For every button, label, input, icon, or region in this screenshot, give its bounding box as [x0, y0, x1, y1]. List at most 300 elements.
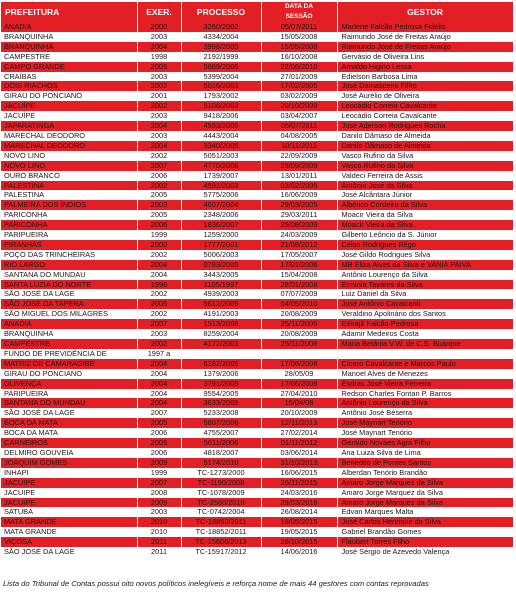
- cell-processo: 5051/2003: [181, 151, 261, 161]
- cell-exercicio: 1997 a: [137, 349, 181, 359]
- cell-processo: 4607/2004: [181, 200, 261, 210]
- table-row: [1, 22, 513, 32]
- cell-processo: 4591/2003: [181, 181, 261, 191]
- cell-data-sessao: 05/07/2011: [261, 22, 337, 32]
- table-row: [1, 448, 513, 458]
- table-row: [1, 42, 513, 52]
- cell-gestor: Benedito de Pontes Santos: [337, 458, 513, 468]
- cell-data-sessao: 15/05/2008: [261, 32, 337, 42]
- cell-gestor: Arnaldo Higino Lessa: [337, 62, 513, 72]
- cell-exercicio: 2004: [137, 141, 181, 151]
- cell-exercicio: 2007: [137, 478, 181, 488]
- cell-gestor: Esdras José Vieira Ferreira: [337, 379, 513, 389]
- cell-prefeitura: VIÇOSA: [1, 537, 137, 547]
- cell-gestor: Erminia Tavares da Silva: [337, 280, 513, 290]
- table-row: [1, 270, 513, 280]
- cell-gestor: Raimundo José de Freitas Araújo: [337, 32, 513, 42]
- cell-data-sessao: 24/03/2016: [261, 488, 337, 498]
- cell-gestor: Amaro Jorge Marquez da Silva: [337, 498, 513, 508]
- table-row: [1, 151, 513, 161]
- table-row: [1, 517, 513, 527]
- cell-prefeitura: MATA GRANDE: [1, 517, 137, 527]
- cell-processo: 4939/2003: [181, 289, 261, 299]
- table-row: [1, 537, 513, 547]
- cell-exercicio: 2000: [137, 22, 181, 32]
- cell-prefeitura: MATA GRANDE: [1, 527, 137, 537]
- cell-prefeitura: CRAÍBAS: [1, 72, 137, 82]
- cell-processo: 5174/2010: [181, 458, 261, 468]
- cell-processo: 5607/2006: [181, 418, 261, 428]
- table-header-row: [1, 2, 513, 22]
- cell-data-sessao: 31/10/2013: [261, 458, 337, 468]
- cell-gestor: Amaro Jorge Marquez da Silva: [337, 488, 513, 498]
- cell-exercicio: 2004: [137, 260, 181, 270]
- table-row: [1, 250, 513, 260]
- table-body: [1, 22, 513, 557]
- inelegiveis-table: [1, 2, 514, 557]
- cell-data-sessao: 03/02/2009: [261, 91, 337, 101]
- cell-exercicio: 2006: [137, 171, 181, 181]
- cell-data-sessao: 27/04/2010: [261, 389, 337, 399]
- cell-processo: 1777/2001: [181, 240, 261, 250]
- cell-prefeitura: PALMEIRA DOS ÍNDIOS: [1, 200, 137, 210]
- cell-exercicio: 2004: [137, 270, 181, 280]
- cell-gestor: Antônio José Béserra: [337, 408, 513, 418]
- cell-processo: 1793/2002: [181, 91, 261, 101]
- cell-exercicio: 2003: [137, 32, 181, 42]
- cell-gestor: José Aurélio de Oliveira: [337, 91, 513, 101]
- cell-exercicio: 2003: [137, 507, 181, 517]
- cell-data-sessao: 21/08/2012: [261, 240, 337, 250]
- table-row: [1, 81, 513, 91]
- cell-gestor: José Sérgio de Azevedo Valença: [337, 547, 513, 557]
- cell-data-sessao: 26/08/2014: [261, 507, 337, 517]
- cell-prefeitura: CAMPESTRE: [1, 339, 137, 349]
- cell-gestor: Edielson Barbosa Lima: [337, 72, 513, 82]
- cell-processo: 2192/1999: [181, 52, 261, 62]
- cell-prefeitura: SANTA LUZIA DO NORTE: [1, 280, 137, 290]
- cell-prefeitura: JACUIPE: [1, 478, 137, 488]
- cell-processo: TC-15606/2013: [181, 537, 261, 547]
- cell-exercicio: 2001: [137, 91, 181, 101]
- cell-prefeitura: POÇO DAS TRINCHEIRAS: [1, 250, 137, 260]
- cell-data-sessao: 03/06/2014: [261, 448, 337, 458]
- cell-gestor: José Maynart Tenório: [337, 418, 513, 428]
- cell-exercicio: 2005: [137, 62, 181, 72]
- cell-gestor: [337, 349, 513, 359]
- cell-prefeitura: GIRAU DO PONCIANO: [1, 369, 137, 379]
- cell-exercicio: 2007: [137, 319, 181, 329]
- cell-exercicio: 2004: [137, 42, 181, 52]
- cell-gestor: Celso Rodrigues Rêgo: [337, 240, 513, 250]
- cell-data-sessao: 27/02/2014: [261, 428, 337, 438]
- cell-exercicio: 1996: [137, 280, 181, 290]
- table-row: [1, 62, 513, 72]
- cell-prefeitura: PALESTINA: [1, 181, 137, 191]
- cell-processo: 3340/2005: [181, 141, 261, 151]
- table-row: [1, 121, 513, 131]
- cell-gestor: José Maynart Tenório: [337, 428, 513, 438]
- table-row: [1, 309, 513, 319]
- cell-data-sessao: 17/06/2008: [261, 379, 337, 389]
- cell-prefeitura: OURO BRANCO: [1, 171, 137, 181]
- cell-data-sessao: 04/08/2005: [261, 131, 337, 141]
- table-row: [1, 299, 513, 309]
- cell-exercicio: 2005: [137, 210, 181, 220]
- cell-gestor: Moacir Vieira da Silva: [337, 210, 513, 220]
- cell-data-sessao: 20/10/2009: [261, 101, 337, 111]
- cell-data-sessao: 29/03/2005: [261, 200, 337, 210]
- cell-prefeitura: RIO LARGO: [1, 260, 137, 270]
- table-row: [1, 339, 513, 349]
- cell-gestor: Adamir Medeiros Costa: [337, 329, 513, 339]
- cell-data-sessao: 12/11/2013: [261, 418, 337, 428]
- cell-data-sessao: 28/01/2008: [261, 280, 337, 290]
- cell-exercicio: 2005: [137, 418, 181, 428]
- cell-gestor: Gervásio de Oliveira Lins: [337, 52, 513, 62]
- cell-gestor: MB Eliza Alves da Silva e VANIA PAIVA: [337, 260, 513, 270]
- table-row: [1, 210, 513, 220]
- cell-data-sessao: 25/11/2008: [261, 339, 337, 349]
- cell-data-sessao: 16/10/2008: [261, 52, 337, 62]
- cell-prefeitura: SÃO JOSÉ DA TAPERA: [1, 299, 137, 309]
- table-row: [1, 220, 513, 230]
- cell-prefeitura: SANTANA DO MUNDAU: [1, 270, 137, 280]
- cell-exercicio: 2010: [137, 517, 181, 527]
- cell-data-sessao: 15/04/2008: [261, 270, 337, 280]
- cell-exercicio: 1999: [137, 468, 181, 478]
- cell-processo: TC-2560/2010: [181, 498, 261, 508]
- cell-gestor: Alberdan Tenório Brandão: [337, 468, 513, 478]
- cell-exercicio: 2002: [137, 309, 181, 319]
- cell-prefeitura: INHAPI: [1, 468, 137, 478]
- cell-data-sessao: 15/04/08: [261, 398, 337, 408]
- table-row: [1, 359, 513, 369]
- table-row: [1, 161, 513, 171]
- cell-gestor: José Antônio Cavalcanti: [337, 299, 513, 309]
- cell-gestor: Edvan Marques Malta: [337, 507, 513, 517]
- cell-gestor: Antônio Lourenço da Silva: [337, 398, 513, 408]
- cell-exercicio: 2002: [137, 101, 181, 111]
- table-row: [1, 418, 513, 428]
- table-row: [1, 468, 513, 478]
- cell-exercicio: 2006: [137, 428, 181, 438]
- cell-exercicio: 2004: [137, 389, 181, 399]
- cell-data-sessao: 14/06/2016: [261, 547, 337, 557]
- table-row: [1, 280, 513, 290]
- table-row: [1, 389, 513, 399]
- cell-prefeitura: MARECHAL DEODORO: [1, 141, 137, 151]
- cell-prefeitura: PIRANHAS: [1, 240, 137, 250]
- cell-processo: 1259/2000: [181, 230, 261, 240]
- cell-data-sessao: 16/06/2015: [261, 468, 337, 478]
- cell-data-sessao: 20/10/2009: [261, 408, 337, 418]
- cell-exercicio: 2008: [137, 488, 181, 498]
- cell-processo: 3633/2005: [181, 398, 261, 408]
- cell-exercicio: 2004: [137, 121, 181, 131]
- cell-prefeitura: PALESTINA: [1, 190, 137, 200]
- cell-data-sessao: 27/01/2009: [261, 72, 337, 82]
- cell-prefeitura: SATUBA: [1, 507, 137, 517]
- table-row: [1, 289, 513, 299]
- cell-data-sessao: 19/05/2015: [261, 527, 337, 537]
- table-row: [1, 527, 513, 537]
- cell-data-sessao: 10/11/2011: [261, 141, 337, 151]
- cell-exercicio: 2010: [137, 527, 181, 537]
- cell-gestor: Cícero Cavalcante e Marcos Paulo: [337, 359, 513, 369]
- cell-processo: 5006/2003: [181, 250, 261, 260]
- table-row: [1, 488, 513, 498]
- table-row: [1, 438, 513, 448]
- cell-gestor: Luiz Daniel da Silva: [337, 289, 513, 299]
- cell-data-sessao: 05/07/2011: [261, 121, 337, 131]
- cell-prefeitura: BRANQUINHA: [1, 42, 137, 52]
- cell-processo: 5233/2008: [181, 408, 261, 418]
- table-row: [1, 171, 513, 181]
- cell-data-sessao: 25/08/2009: [261, 220, 337, 230]
- table-row: [1, 547, 513, 557]
- table-row: [1, 428, 513, 438]
- cell-gestor: Albérico Cordeiro da Silva: [337, 200, 513, 210]
- cell-gestor: Geraldo Novaes Agra Filho: [337, 438, 513, 448]
- cell-gestor: Vasco Rufino da Silva: [337, 151, 513, 161]
- cell-gestor: Veraldino Apolinário dos Santos: [337, 309, 513, 319]
- table-row: [1, 319, 513, 329]
- cell-processo: 2348/2006: [181, 210, 261, 220]
- cell-exercicio: 2002: [137, 81, 181, 91]
- cell-processo: 5612/2006: [181, 299, 261, 309]
- cell-exercicio: 2003: [137, 111, 181, 121]
- cell-prefeitura: PARIPUEIRA: [1, 230, 137, 240]
- cell-processo: 5399/2004: [181, 72, 261, 82]
- cell-exercicio: 2006: [137, 220, 181, 230]
- cell-processo: 5611/2006: [181, 438, 261, 448]
- cell-prefeitura: JACUÍPE: [1, 101, 137, 111]
- cell-processo: TC-0742/2004: [181, 507, 261, 517]
- cell-gestor: Ana Luiza Silva de Lima: [337, 448, 513, 458]
- cell-processo: 5106/2003: [181, 101, 261, 111]
- table-row: [1, 32, 513, 42]
- cell-processo: 9418/2006: [181, 111, 261, 121]
- table-row: [1, 111, 513, 121]
- cell-processo: 3260/2002: [181, 22, 261, 32]
- cell-exercicio: 2003: [137, 200, 181, 210]
- cell-prefeitura: MARECHAL DEODORO: [1, 131, 137, 141]
- cell-exercicio: 2005: [137, 438, 181, 448]
- header-data-da-sessao: [261, 2, 337, 22]
- cell-gestor: Vasco Rufino da Silva: [337, 161, 513, 171]
- cell-processo: 8259/2004: [181, 329, 261, 339]
- cell-data-sessao: 20/08/2009: [261, 329, 337, 339]
- cell-processo: 4818/2007: [181, 448, 261, 458]
- cell-processo: 5775/2006: [181, 190, 261, 200]
- table-caption: Lista do Tribunal de Contas possui oito novos políticos inelegíveis e reforça nome de mais 44 gestores com contas reprovadas: [3, 579, 429, 588]
- cell-exercicio: 2004: [137, 398, 181, 408]
- cell-data-sessao: 17/06/2008: [261, 359, 337, 369]
- cell-exercicio: 2007: [137, 161, 181, 171]
- cell-prefeitura: JOAQUIM GOMES: [1, 458, 137, 468]
- cell-exercicio: 2002: [137, 250, 181, 260]
- cell-prefeitura: CAMPESTRE: [1, 52, 137, 62]
- cell-data-sessao: 17/02/2005: [261, 81, 337, 91]
- cell-gestor: Antônio José da Silva: [337, 181, 513, 191]
- cell-gestor: Amaro Jorge Marquez da Silva: [337, 478, 513, 488]
- cell-data-sessao: 29/09/2009: [261, 161, 337, 171]
- cell-exercicio: 2002: [137, 151, 181, 161]
- cell-prefeitura: BRANQUINHA: [1, 32, 137, 42]
- cell-data-sessao: 22/09/2009: [261, 151, 337, 161]
- cell-gestor: Marlene Falcão Pedrosa Fidelis: [337, 22, 513, 32]
- cell-exercicio: 2005: [137, 299, 181, 309]
- table-row: [1, 458, 513, 468]
- cell-processo: 9554/2005: [181, 389, 261, 399]
- cell-exercicio: 2009: [137, 458, 181, 468]
- table-row: [1, 141, 513, 151]
- cell-prefeitura: PARICONHA: [1, 220, 137, 230]
- cell-data-sessao: 26/10/2015: [261, 537, 337, 547]
- cell-prefeitura: SÃO MIGUEL DOS MILAGRES: [1, 309, 137, 319]
- cell-data-sessao: 29/03/2016: [261, 498, 337, 508]
- cell-prefeitura: BOCA DA MATA: [1, 428, 137, 438]
- cell-gestor: José Damasceno Filho: [337, 81, 513, 91]
- cell-exercicio: 2007: [137, 408, 181, 418]
- cell-processo: TC-18852/2011: [181, 517, 261, 527]
- cell-prefeitura: PARICONHA: [1, 210, 137, 220]
- cell-processo: 4334/2004: [181, 32, 261, 42]
- cell-processo: TC-1190/2008: [181, 478, 261, 488]
- cell-processo: 4443/2004: [181, 131, 261, 141]
- cell-exercicio: 2006: [137, 448, 181, 458]
- table-row: [1, 398, 513, 408]
- cell-processo: 4593/2005: [181, 121, 261, 131]
- cell-prefeitura: NOVO LINO: [1, 161, 137, 171]
- cell-prefeitura: BRANQUINHA: [1, 329, 137, 339]
- cell-exercicio: 2003: [137, 72, 181, 82]
- cell-processo: TC-1078/2009: [181, 488, 261, 498]
- cell-exercicio: 2004: [137, 359, 181, 369]
- cell-exercicio: 2009: [137, 498, 181, 508]
- cell-gestor: Maria Betânia V.W. de C.S. Buarque: [337, 339, 513, 349]
- cell-gestor: José Gildo Rodrigues Silva: [337, 250, 513, 260]
- cell-prefeitura: SÃO JOSÉ DA LAGE: [1, 408, 137, 418]
- table-row: [1, 349, 513, 359]
- cell-data-sessao: 01/11/2012: [261, 438, 337, 448]
- table-row: [1, 230, 513, 240]
- cell-processo: 5669/2006: [181, 62, 261, 72]
- cell-data-sessao: 17/05/2007: [261, 250, 337, 260]
- header-data-line2: SESSÃO: [285, 13, 313, 20]
- cell-processo: 1105/1997: [181, 280, 261, 290]
- table-row: [1, 240, 513, 250]
- cell-gestor: Leocádio Correia Cavalcante: [337, 101, 513, 111]
- cell-gestor: Raimundo José de Freitas Araújo: [337, 42, 513, 52]
- cell-prefeitura: NOVO LINO: [1, 151, 137, 161]
- cell-exercicio: 2000: [137, 240, 181, 250]
- cell-processo: 4770/2008: [181, 161, 261, 171]
- cell-data-sessao: 26/11/2015: [261, 478, 337, 488]
- cell-prefeitura: JAPARATINGA: [1, 121, 137, 131]
- cell-data-sessao: 29/03/2011: [261, 210, 337, 220]
- cell-exercicio: 2011: [137, 547, 181, 557]
- cell-data-sessao: 17/01/2006: [261, 260, 337, 270]
- cell-processo: TC-18852/2011: [181, 527, 261, 537]
- cell-processo: 6182/2005: [181, 359, 261, 369]
- cell-data-sessao: 13/01/2011: [261, 171, 337, 181]
- cell-data-sessao: 03/02/2005: [261, 181, 337, 191]
- cell-exercicio: 2011: [137, 537, 181, 547]
- cell-prefeitura: SÃO JOSÉ DA LAGE: [1, 289, 137, 299]
- table-row: [1, 507, 513, 517]
- cell-prefeitura: SANTANA DO MUNDAU: [1, 398, 137, 408]
- cell-prefeitura: SÃO JOSÉ DA LAGE: [1, 547, 137, 557]
- cell-prefeitura: CARNEIROS: [1, 438, 137, 448]
- cell-gestor: Valdeci Ferreira de Assis: [337, 171, 513, 181]
- cell-prefeitura: JACUIPE: [1, 498, 137, 508]
- table-row: [1, 498, 513, 508]
- table-row: [1, 478, 513, 488]
- cell-gestor: Antônio Lourenço da Silva: [337, 270, 513, 280]
- cell-prefeitura: ANADIA: [1, 319, 137, 329]
- table-row: [1, 408, 513, 418]
- cell-prefeitura: FUNDO DE PREVIDÊNCIA DE: [1, 349, 137, 359]
- cell-prefeitura: OLIVENÇA: [1, 379, 137, 389]
- cell-data-sessao: 03/04/2007: [261, 111, 337, 121]
- table-row: [1, 52, 513, 62]
- cell-processo: TC-15917/2012: [181, 547, 261, 557]
- cell-data-sessao: 16/06/2009: [261, 190, 337, 200]
- cell-gestor: Leocádio Correia Cavalcante: [337, 111, 513, 121]
- table-row: [1, 101, 513, 111]
- cell-gestor: Danilo Dâmaso de Almeida: [337, 141, 513, 151]
- cell-exercicio: 2004: [137, 379, 181, 389]
- cell-processo: 3791/2005: [181, 379, 261, 389]
- table-row: [1, 329, 513, 339]
- cell-gestor: José Carlos Henrique da Silva: [337, 517, 513, 527]
- cell-gestor: Edirajã Falcão Pedrosa: [337, 319, 513, 329]
- table-row: [1, 369, 513, 379]
- cell-exercicio: 1998: [137, 52, 181, 62]
- cell-processo: 1379/2006: [181, 369, 261, 379]
- cell-data-sessao: 22/06/2010: [261, 62, 337, 72]
- table-row: [1, 91, 513, 101]
- cell-processo: 0783/2005: [181, 260, 261, 270]
- cell-exercicio: 2002: [137, 181, 181, 191]
- cell-prefeitura: GIRAU DO PONCIANO: [1, 91, 137, 101]
- cell-processo: 3443/2005: [181, 270, 261, 280]
- table-row: [1, 190, 513, 200]
- cell-prefeitura: CAMPO GRANDE: [1, 62, 137, 72]
- cell-exercicio: 2003: [137, 131, 181, 141]
- cell-processo: 1836/2007: [181, 220, 261, 230]
- cell-exercicio: 2005: [137, 190, 181, 200]
- cell-gestor: Gabriel Brandão Gomes: [337, 527, 513, 537]
- header-prefeitura: PREFEITURA: [1, 2, 137, 22]
- header-processo: PROCESSO: [181, 2, 261, 22]
- table-row: [1, 181, 513, 191]
- cell-processo: 1739/2007: [181, 171, 261, 181]
- cell-prefeitura: ANADIA: [1, 22, 137, 32]
- header-data-line1: DATA DA: [284, 3, 314, 11]
- inelegiveis-table-frame: [1, 2, 513, 557]
- cell-exercicio: 2003: [137, 329, 181, 339]
- cell-prefeitura: JACUIPE: [1, 488, 137, 498]
- cell-prefeitura: PARIPUEIRA: [1, 389, 137, 399]
- cell-gestor: Moacir Vieira da Silva: [337, 220, 513, 230]
- table-row: [1, 72, 513, 82]
- table-row: [1, 131, 513, 141]
- header-exercicio: EXER.: [137, 2, 181, 22]
- cell-data-sessao: 19/05/2015: [261, 517, 337, 527]
